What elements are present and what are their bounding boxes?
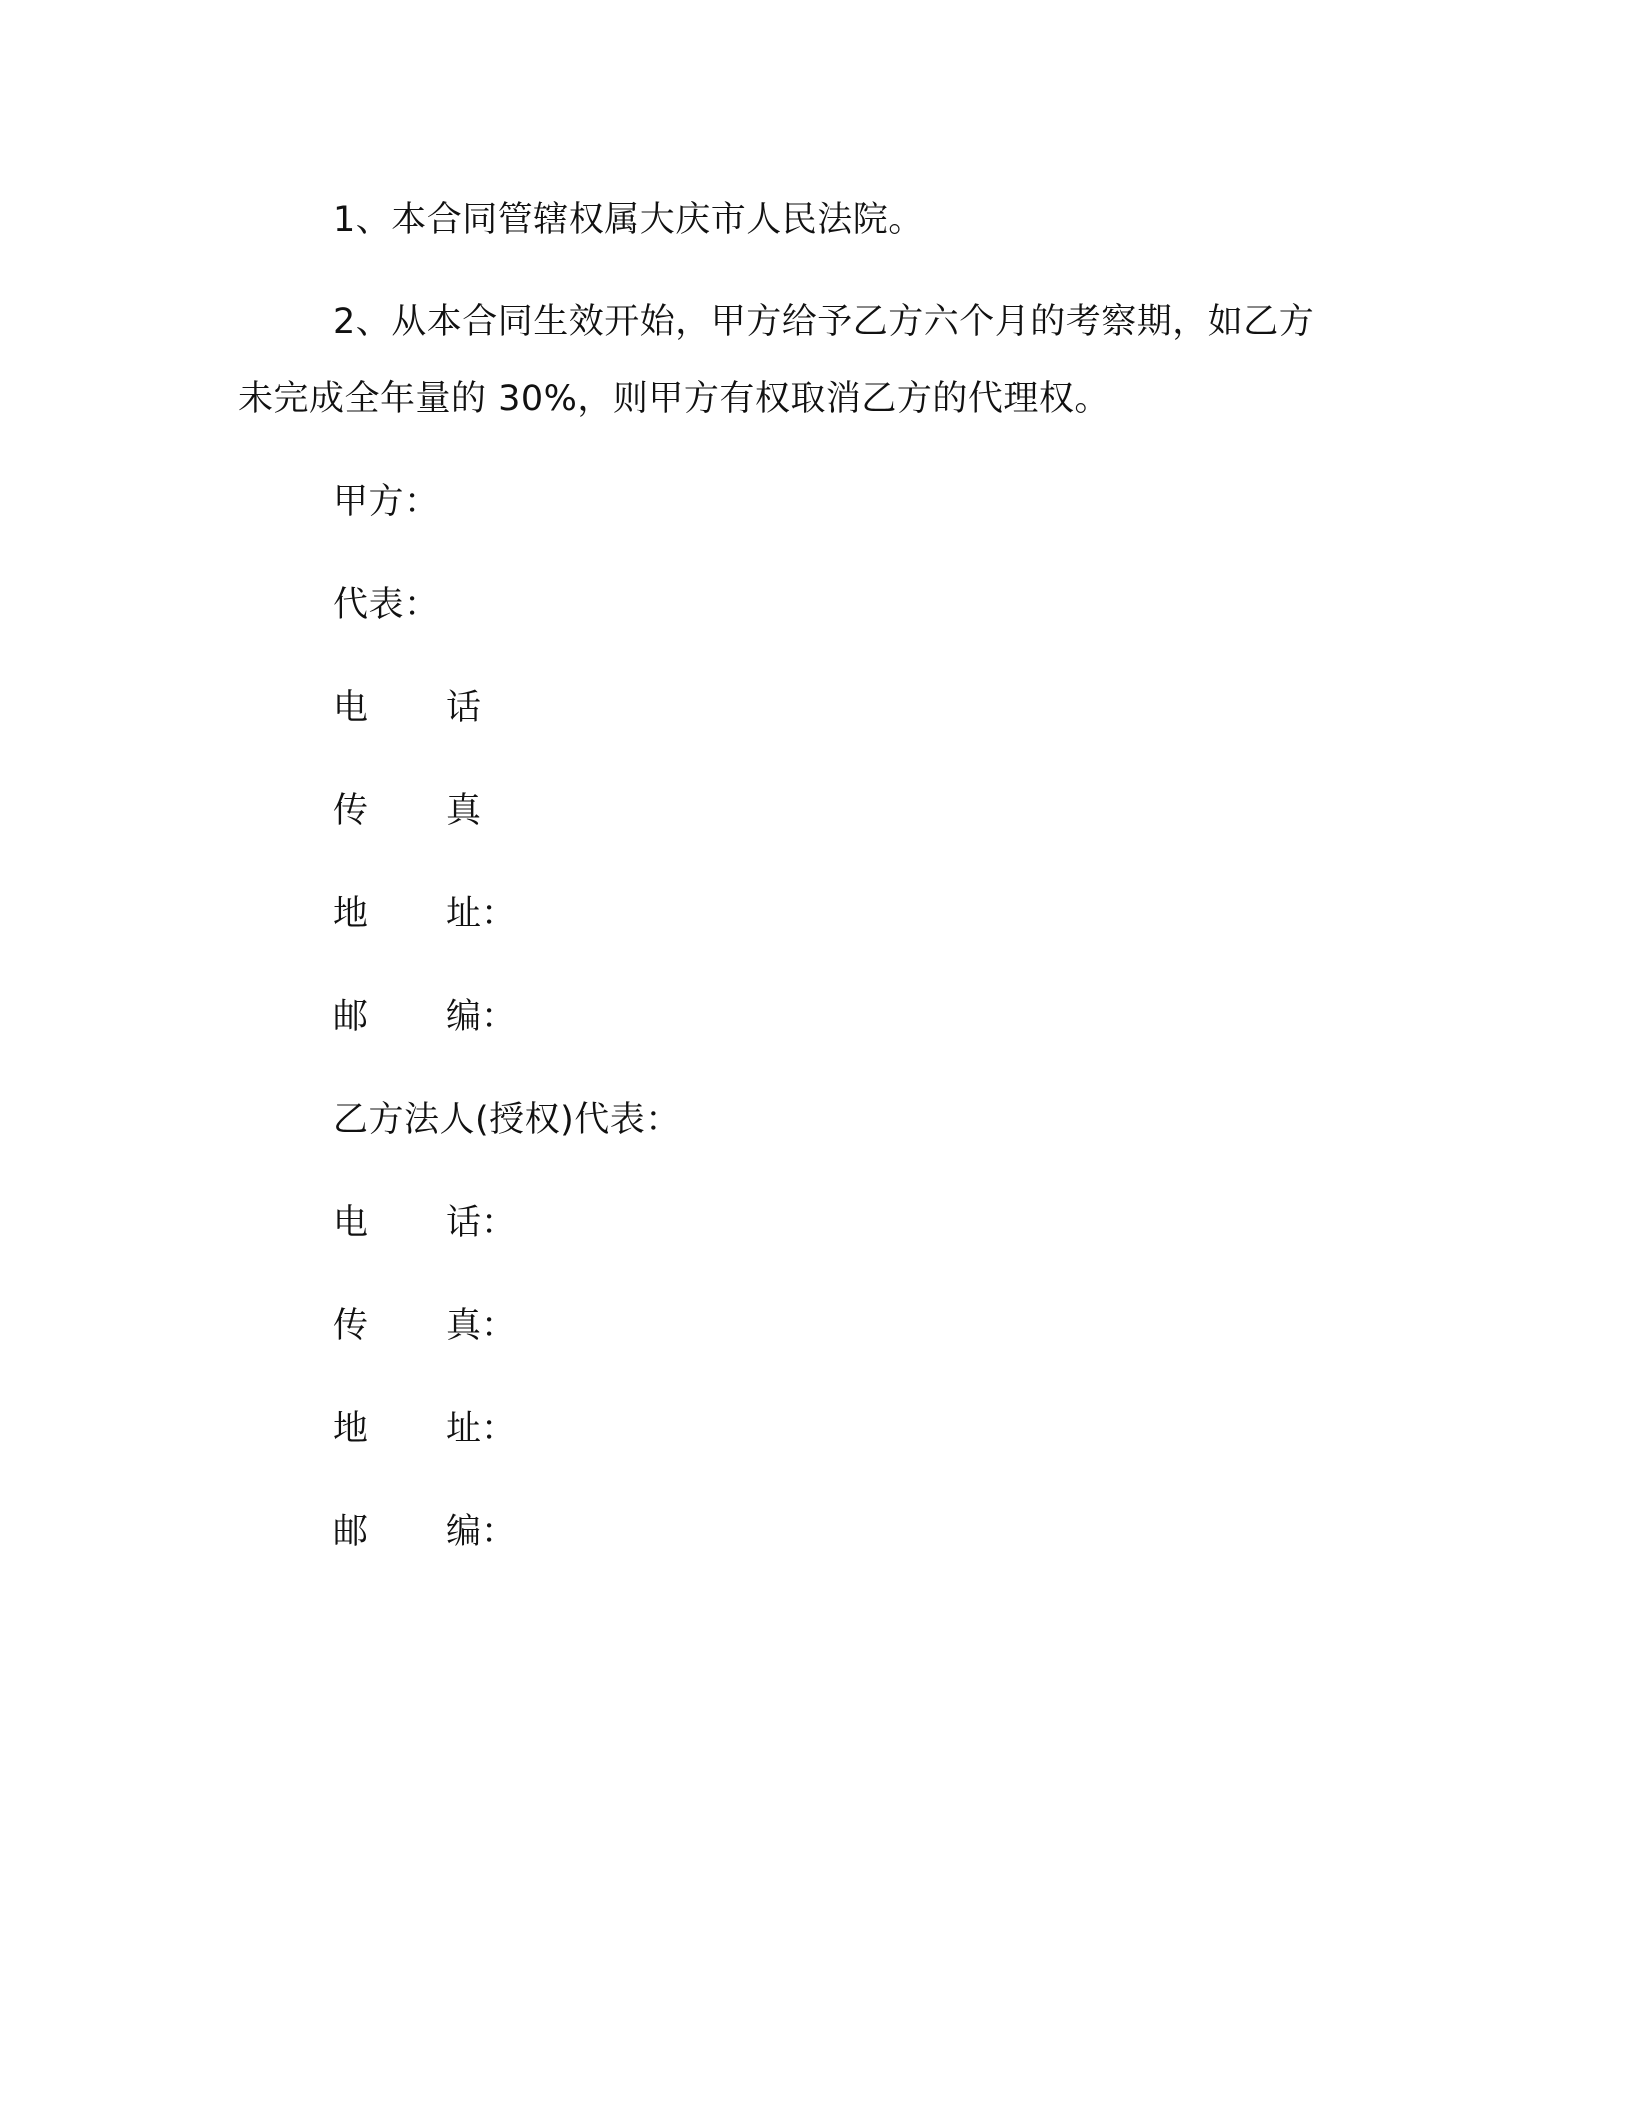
party-b-postcode-char-2: 编： (446, 1512, 517, 1552)
party-b-fax-char-2: 真： (446, 1306, 517, 1346)
clause-2-line-1: 2、从本合同生效开始，甲方给予乙方六个月的考察期，如乙方 (333, 302, 1315, 342)
party-a-postcode-char-2: 编： (446, 997, 517, 1037)
party-a-representative: 代表： (333, 585, 440, 625)
party-a-phone-char-2: 话 (446, 688, 482, 728)
party-a-postcode-char-1: 邮 (333, 997, 369, 1037)
party-a-phone-char-1: 电 (333, 688, 369, 728)
party-a-fax-char-1: 传 (333, 791, 369, 831)
party-b-address-char-2: 址： (446, 1409, 517, 1449)
party-a-label: 甲方： (333, 482, 440, 522)
party-b-phone-char-1: 电 (333, 1203, 369, 1243)
clause-1: 1、本合同管辖权属大庆市人民法院。 (333, 200, 924, 240)
party-b-label: 乙方法人(授权)代表： (333, 1100, 681, 1140)
party-a-address-char-1: 地 (333, 894, 369, 934)
party-b-fax-char-1: 传 (333, 1306, 369, 1346)
party-b-phone-char-2: 话： (446, 1203, 517, 1243)
party-a-address-char-2: 址： (446, 894, 517, 934)
party-b-address-char-1: 地 (333, 1409, 369, 1449)
party-b-postcode-char-1: 邮 (333, 1512, 369, 1552)
clause-2-line-2: 未完成全年量的 30%，则甲方有权取消乙方的代理权。 (238, 379, 1110, 419)
party-a-fax-char-2: 真 (446, 791, 482, 831)
